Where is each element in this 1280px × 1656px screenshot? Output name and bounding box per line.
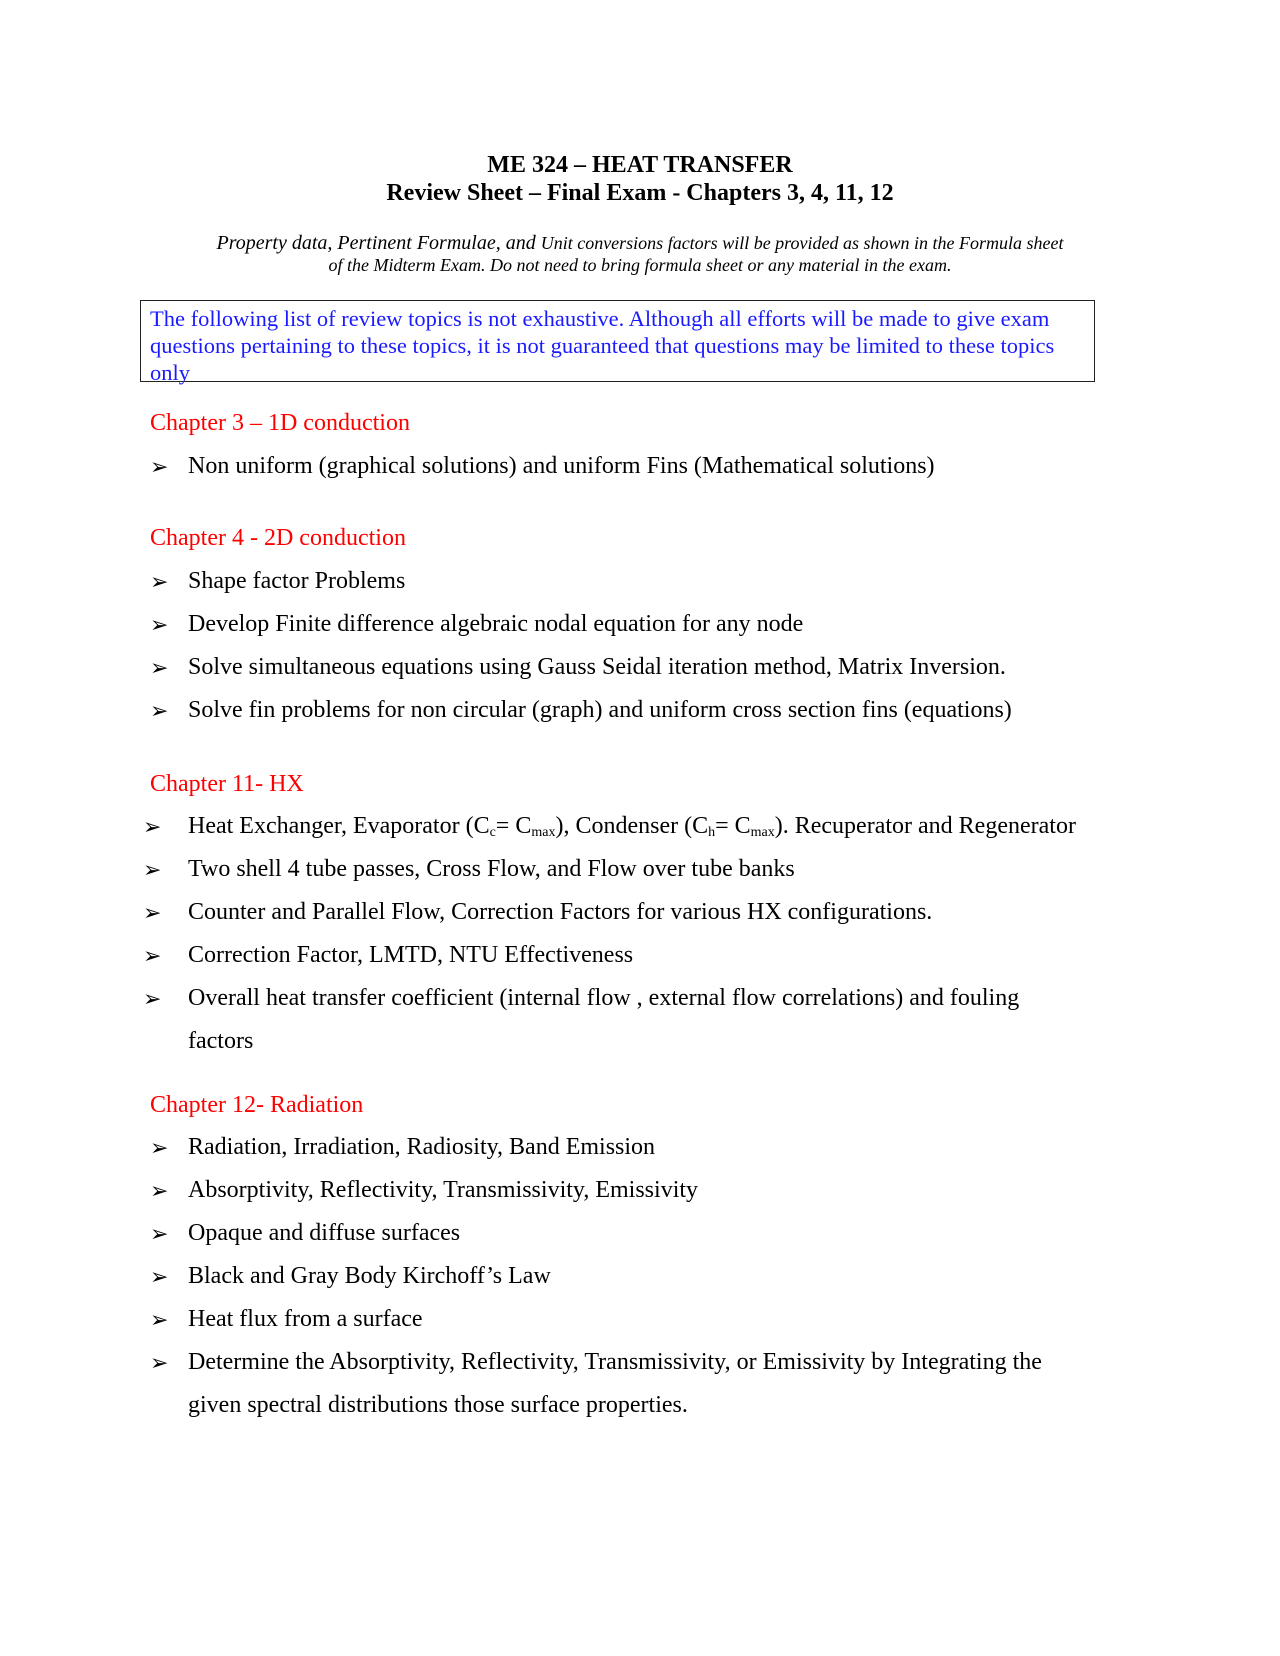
subscript: c bbox=[489, 825, 496, 840]
chapter12-heading: Chapter 12- Radiation bbox=[150, 1092, 364, 1118]
list-item-text: Determine the Absorptivity, Reflectivity, Transmissivity, or Emissivity by Integrating the bbox=[188, 1349, 1042, 1375]
course-title: ME 324 – HEAT TRANSFER bbox=[487, 152, 793, 178]
arrow-bullet-icon: ➢ bbox=[143, 857, 162, 882]
arrow-bullet-icon: ➢ bbox=[143, 986, 162, 1011]
list-item-text: Overall heat transfer coefficient (internal flow , external flow correlations) and fouling bbox=[188, 985, 1020, 1011]
intro-line2: of the Midterm Exam. Do not need to bring formula sheet or any material in the exam. bbox=[328, 255, 952, 275]
list-item-text: Absorptivity, Reflectivity, Transmissivity, Emissivity bbox=[188, 1177, 699, 1203]
list-item-text: Two shell 4 tube passes, Cross Flow, and Flow over tube banks bbox=[188, 856, 795, 882]
arrow-bullet-icon: ➢ bbox=[150, 1307, 169, 1332]
arrow-bullet-icon: ➢ bbox=[150, 698, 169, 723]
chapter11-heading: Chapter 11- HX bbox=[150, 771, 304, 797]
list-item-text: Counter and Parallel Flow, Correction Factors for various HX configurations. bbox=[188, 899, 933, 925]
intro-note bbox=[150, 232, 1130, 276]
subscript: max bbox=[750, 825, 775, 840]
arrow-bullet-icon: ➢ bbox=[150, 569, 169, 594]
list-item-text: given spectral distributions those surface properties. bbox=[188, 1392, 688, 1418]
subscript: h bbox=[708, 825, 716, 840]
page-subtitle: Review Sheet – Final Exam - Chapters 3, 4, 11, 12 bbox=[386, 180, 894, 206]
text-run: ), Condenser (C bbox=[555, 813, 709, 839]
disclaimer-box: The following list of review topics is not exhaustive. Although all efforts will be made to give exam questions pertaining to these topics, it is not guaranteed that questions may be limited to these topics only bbox=[140, 300, 1095, 382]
list-item-text: Radiation, Irradiation, Radiosity, Band Emission bbox=[188, 1134, 656, 1160]
text-run: ). Recuperator and Regenerator bbox=[774, 813, 1076, 839]
subscript: max bbox=[531, 825, 556, 840]
list-item-text: factors bbox=[188, 1028, 254, 1054]
list-item-text: Correction Factor, LMTD, NTU Effectiveness bbox=[188, 942, 634, 968]
list-item-text: Solve simultaneous equations using Gauss Seidal iteration method, Matrix Inversion. bbox=[188, 654, 1006, 680]
arrow-bullet-icon: ➢ bbox=[150, 1350, 169, 1375]
intro-part2: Unit conversions factors will be provided as shown in the Formula sheet bbox=[540, 233, 1064, 253]
text-run: = C bbox=[715, 813, 751, 839]
arrow-bullet-icon: ➢ bbox=[143, 943, 162, 968]
chapter4-heading: Chapter 4 - 2D conduction bbox=[150, 525, 406, 551]
list-item-text: Shape factor Problems bbox=[188, 568, 406, 594]
list-item-text: Opaque and diffuse surfaces bbox=[188, 1220, 461, 1246]
text-run: Heat Exchanger, Evaporator (C bbox=[188, 813, 490, 839]
list-item-text: Heat flux from a surface bbox=[188, 1306, 423, 1332]
list-item-text: Solve fin problems for non circular (graph) and uniform cross section fins (equations) bbox=[188, 697, 1012, 723]
arrow-bullet-icon: ➢ bbox=[150, 454, 169, 479]
intro-part1: Property data, Pertinent Formulae, and bbox=[216, 232, 541, 254]
arrow-bullet-icon: ➢ bbox=[150, 1221, 169, 1246]
arrow-bullet-icon: ➢ bbox=[150, 1178, 169, 1203]
arrow-bullet-icon: ➢ bbox=[143, 900, 162, 925]
list-item-text bbox=[188, 805, 1130, 848]
list-item-text: Black and Gray Body Kirchoff’s Law bbox=[188, 1263, 551, 1289]
list-item-text: Develop Finite difference algebraic nodal equation for any node bbox=[188, 611, 804, 637]
arrow-bullet-icon: ➢ bbox=[150, 1135, 169, 1160]
arrow-bullet-icon: ➢ bbox=[150, 612, 169, 637]
arrow-bullet-icon: ➢ bbox=[150, 1264, 169, 1289]
list-item-text: Non uniform (graphical solutions) and uniform Fins (Mathematical solutions) bbox=[188, 453, 935, 479]
chapter3-heading: Chapter 3 – 1D conduction bbox=[150, 410, 410, 436]
arrow-bullet-icon: ➢ bbox=[150, 655, 169, 680]
arrow-bullet-icon: ➢ bbox=[143, 814, 162, 839]
text-run: = C bbox=[495, 813, 532, 839]
